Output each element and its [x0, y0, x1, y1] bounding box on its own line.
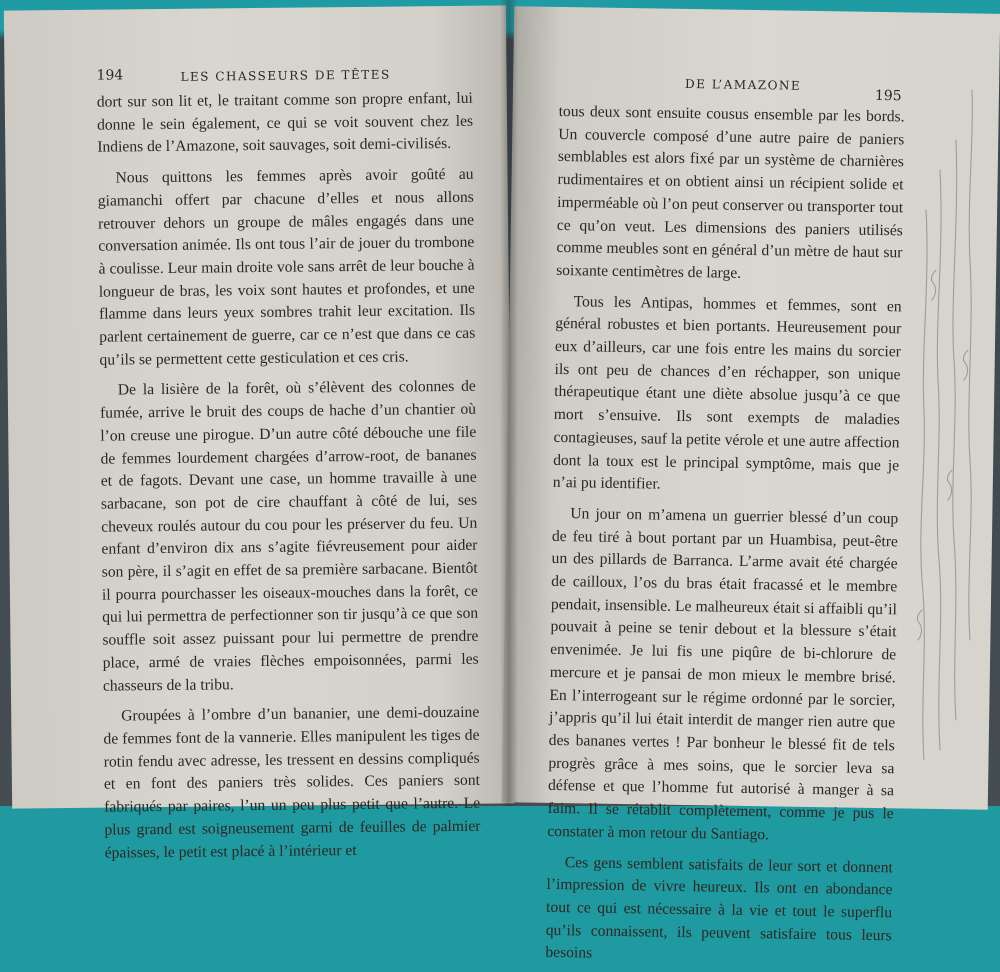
running-head: DE L’AMAZONE — [684, 76, 802, 93]
paragraph: Ces gens semblent satisfaits de leur sort et donnent l’impression de vivre heureux. Ils ont en abondance tout ce qui est nécessaire à la vie et tout le superflu qu’ils connaissent, ils peuvent satisfaire tous leurs besoins — [545, 853, 893, 962]
left-page — [4, 5, 514, 862]
paragraph: dort sur son lit et, le traitant comme son propre enfant, lui donne le sein également, ce qui se voit souvent chez les Indiens de l’Amazone, soit sauvages, soit demi-civilisés. — [96, 89, 474, 157]
paragraph: tous deux sont ensuite cousus ensemble par les bords. Un couvercle composé d’une autre paire de paniers semblables est alors fixé par un système de charnières rudimentaires et on obtient ainsi un récipient solide et imperméable où l’on peut conserver ou transporter tout ce qu’on veut. Les dimensions des paniers utilisés comme meubles sont en général d’un mètre de haut sur soixante centimètres de large. — [556, 102, 905, 282]
page-number: 195 — [874, 87, 902, 105]
paragraph: Un jour on m’amena un guerrier blessé d’un coup de feu tiré à bout portant par un Huambisa, peut-être un des pillards de Barranca. L’arme avait été chargée de cailloux, l’os du bras était fracassé et le membre pendait, insensible. Le malheureux était si affaibli qu’il pouvait à peine se tenir debout et la blessure s’était envenimée. Je lui fis une piqûre de bi-chlorure de mercure et je pansai de mon mieux le membre brisé. En l’interrogeant sur le régime ordonné par le sorcier, j’appris qu’il lui était interdit de manger rien autre que des bananes vertes ! Par bonheur le blessé fit de tels progrès grâce à mes soins, que le sorcier leva sa défense et que l’homme fut autorisé à manger à sa faim. Il se rétablit complètement, comme je pus le constater à mon retour du Santiago. — [547, 505, 899, 844]
book-gutter — [500, 0, 518, 806]
paragraph: De la lisière de la forêt, où s’élèvent des colonnes de fumée, arrive le bruit des coups de hache d’un chantier où l’on creuse une pirogue. D’un autre côté débouche une file de femmes lourdement chargées d’arrow-root, de bananes et de fagots. Devant une case, un homme travaille à une sarbacane, son pot de cire chauffant à côté de lui, ses cheveux roulés autour du cou pour les préserver du feu. Un enfant d’environ dix ans s’agite fiévreusement pour aider son père, il s’agit en effet de sa première sarbacane. Bientôt il pourra pourchasser les oiseaux-mouches dans la forêt, ce qui lui permettra de perfectionner son tir jusqu’à ce que son souffle soit assez puissant pour lui permettre de prendre place, armé de vraies flèches empoisonnées, parmi les chasseurs de la tribu. — [99, 378, 479, 695]
page-number: 194 — [96, 67, 124, 84]
paragraph: Nous quittons les femmes après avoir goûté au giamanchi offert par chacune d’elles et nous allons retrouver dehors un groupe de mâles engagés dans une conversation animée. Ils ont tous l’air de jouer du trombone à coulisse. Leur main droite vole sans arrêt de leur bouche à longueur de bras, les voix sont hautes et profondes, et une flamme dans leurs yeux sombres trahit leur excitation. Ils parlent certainement de guerre, car ce n’est que dans ce cas qu’ils se permettent cette gesticulation et ces cris. — [97, 165, 476, 369]
paragraph: Tous les Antipas, hommes et femmes, sont en général robustes et bien portants. Heureusement pour eux d’ailleurs, car une fois entre les mains du sorcier ils ont peu de chances d’en réchapper, son unique thérapeutique étant une diète absolue jusqu’à ce que mort s’ensuive. Ils sont exempts de maladies contagieuses, sauf la petite vérole et une autre affection dont la toux est le principal symptôme, mais que je n’ai pu identifier. — [552, 292, 902, 493]
pencil-marginalia — [904, 80, 984, 770]
left-page-body — [97, 88, 481, 865]
running-head: LES CHASSEURS DE TÊTES — [180, 67, 391, 84]
right-page-body — [545, 101, 905, 970]
paragraph: Groupées à l’ombre d’un bananier, une demi-douzaine de femmes font de la vannerie. Elles manipulent les tiges de rotin fendu avec adresse, les tressent en dessins compliqués et en font des paniers très solides. Ces paniers sont fabriqués par paires, l’un un peu plus petit que l’autre. Le plus grand est soigneusement garni de feuilles de palmier épaisses, le petit est placé à l’intérieur et — [103, 703, 481, 862]
